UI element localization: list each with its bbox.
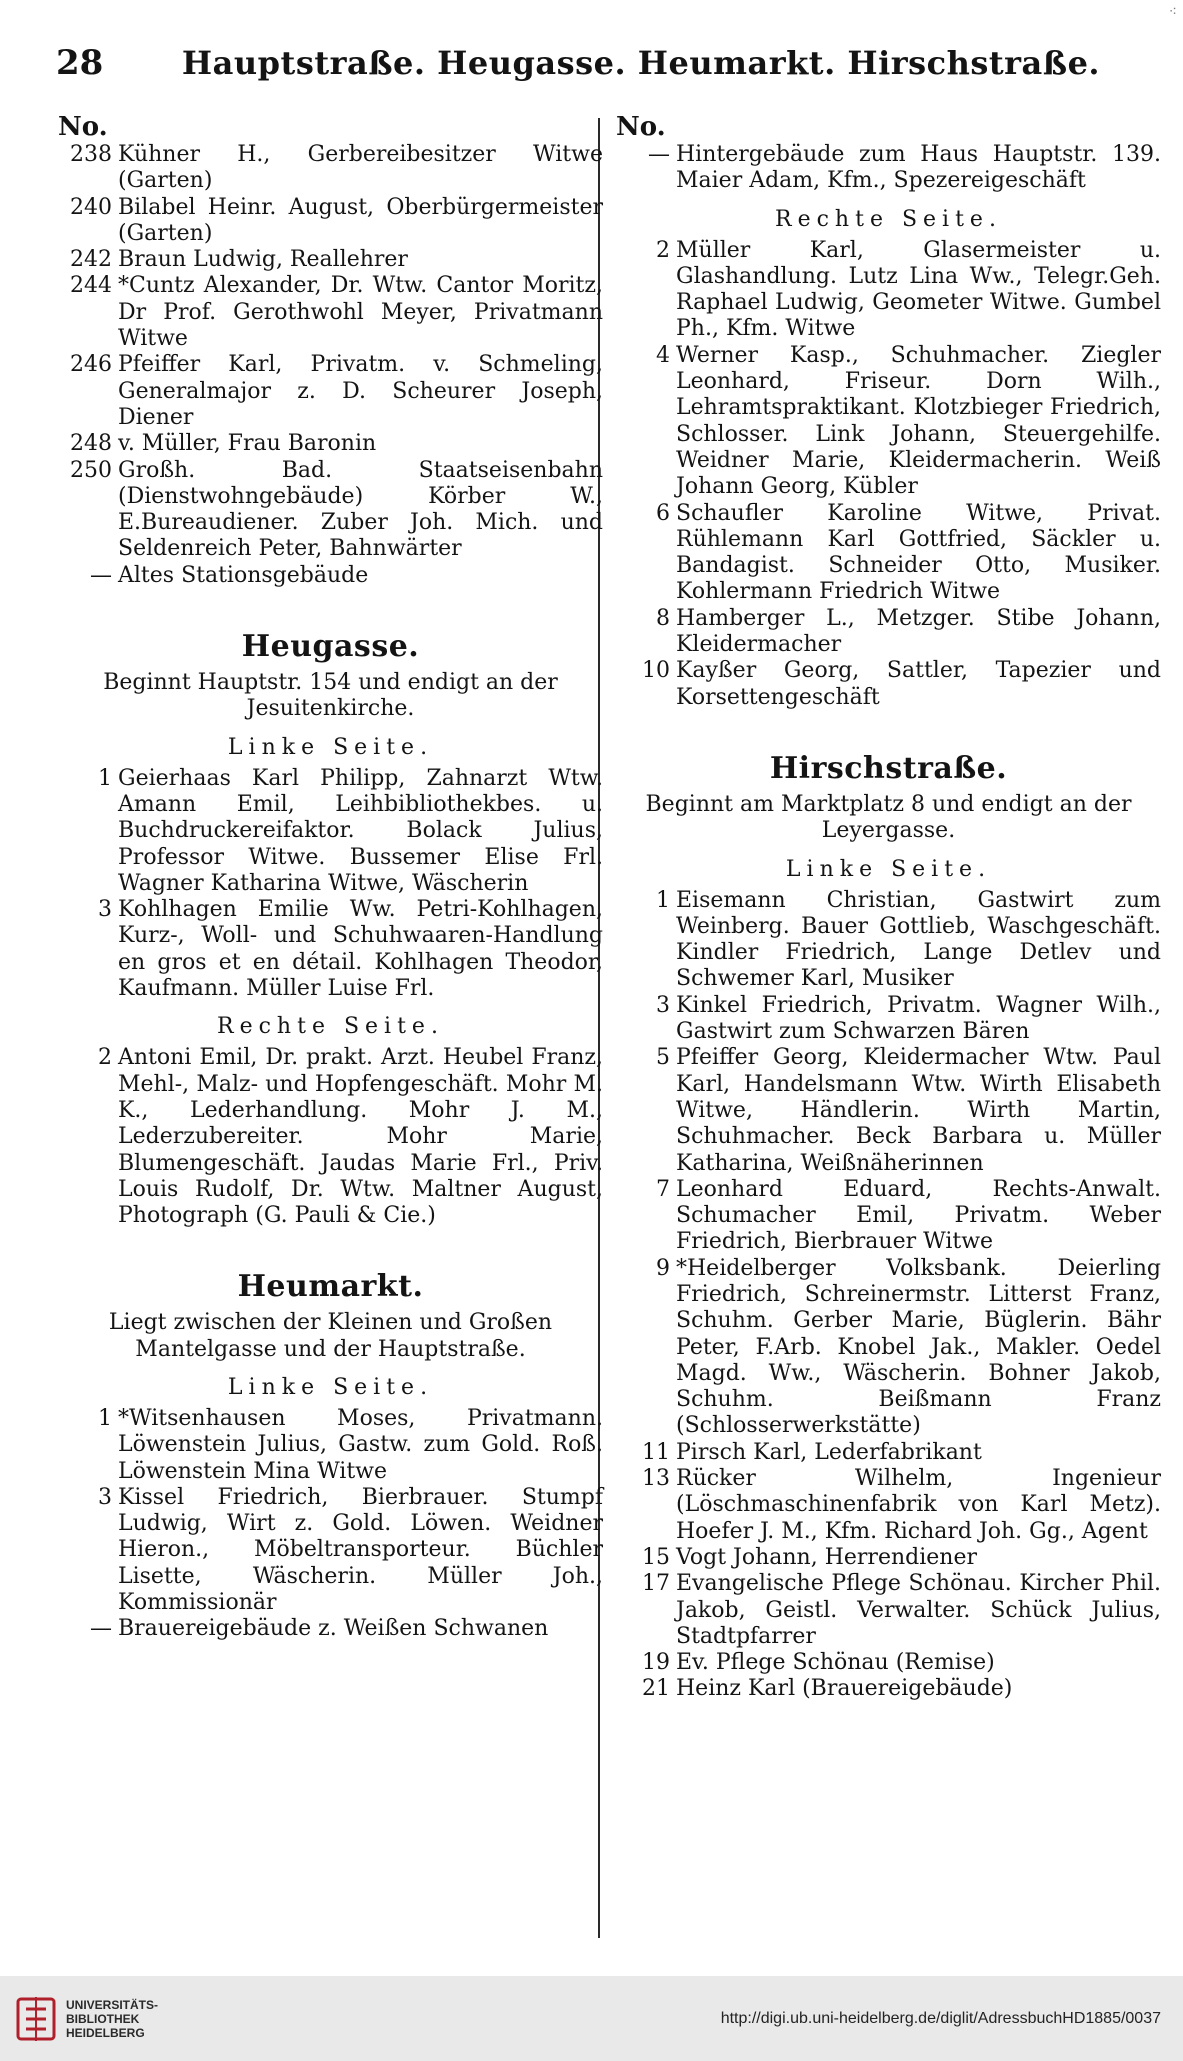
resident-text: Bilabel Heinr. August, Oberbürgermeister (Garten) [118,194,603,246]
directory-entry [616,993,1161,1046]
street-title-hirschstrasse: Hirschstraße. [769,750,1008,786]
directory-entry [616,1545,1161,1571]
house-number: 242 [70,247,112,273]
no-label: No. [616,112,666,142]
house-number: 244 [70,273,112,299]
resident-text: Pfeiffer Georg, Kleidermacher Wtw. Paul Karl, Handelsmann Wtw. Wirth Elisabeth Witwe, Händlerin. Wirth Martin, Schuhmacher. Beck Barbara u. Müller Katharina, Weißnäherinnen [676,1045,1161,1176]
directory-entry [616,1650,1161,1676]
resident-text: Geierhaas Karl Philipp, Zahnarzt Wtw. Amann Emil, Leihbibliothekbes. u. Buchdruckereifaktor. Bolack Julius, Professor Witwe. Bussemer Elise Frl. Wagner Katharina Witwe, Wäscherin [118,765,603,896]
house-number: 2 [656,237,670,263]
house-number: 240 [70,194,112,220]
logo-line: UNIVERSITÄTS- [66,1997,159,2012]
street-description: Liegt zwischen der Kleinen und Großen Mantelgasse und der Hauptstraße. [108,1310,553,1362]
resident-text: Vogt Johann, Herrendiener [676,1544,977,1570]
directory-entry [616,1256,1161,1440]
resident-text: Ev. Pflege Schönau (Remise) [676,1650,995,1676]
library-logo [16,1993,158,2045]
heumarkt-left-list [58,1406,603,1643]
directory-entry [616,1466,1161,1545]
house-number: 11 [642,1439,670,1465]
heugasse-left-list [58,766,603,1003]
logo-line: HEIDELBERG [66,2025,145,2040]
side-heading-right: Rechte Seite. [217,1014,444,1040]
heumarkt-right-list [616,238,1161,711]
resident-text: Evangelische Pflege Schönau. Kircher Phil. Jakob, Geistl. Verwalter. Schück Julius, Stadtpfarrer [676,1571,1161,1649]
resident-text: Brauereigebäude z. Weißen Schwanen [118,1616,549,1642]
directory-entry [616,1177,1161,1256]
house-number: 1 [656,887,670,913]
house-number: 3 [656,992,670,1018]
running-head: Hauptstraße. Heugasse. Heumarkt. Hirschstraße. [181,44,1101,82]
resident-text: v. Müller, Frau Baronin [118,431,377,457]
page-number: 28 [56,43,104,83]
left-column [58,112,603,1643]
house-number: — [90,562,112,588]
house-number: 17 [642,1571,670,1597]
house-number: 9 [656,1255,670,1281]
directory-entry [58,431,603,457]
house-number: — [90,1616,112,1642]
directory-entry [616,658,1161,711]
resident-text: Schaufler Karoline Witwe, Privat. Rühlemann Karl Gottfried, Säckler u. Bandagist. Schneider Otto, Musiker. Kohlermann Friedrich Witwe [676,500,1161,605]
street-description: Beginnt Hauptstr. 154 und endigt an der Jesuitenkirche. [103,670,558,722]
library-seal-icon [16,1993,56,2045]
house-number: — [648,142,670,167]
house-number: 5 [656,1045,670,1071]
house-number: 21 [642,1676,670,1702]
resident-text: *Cuntz Alexander, Dr. Wtw. Cantor Moritz, Dr Prof. Gerothwohl Meyer, Privatmann Witwe [118,273,603,352]
directory-entry [616,501,1161,606]
resident-text: Kühner H., Gerbereibesitzer Witwe (Garten) [118,142,603,194]
hirschstrasse-left-list [616,888,1161,1703]
house-number: 2 [98,1045,112,1071]
logo-text [66,1998,158,2040]
directory-entry [58,352,603,431]
resident-text: Hintergebäude zum Haus Hauptstr. 139. Maier Adam, Kfm., Spezereigeschäft [676,142,1161,194]
resident-text: Müller Karl, Glasermeister u. Glashandlung. Lutz Lina Ww., Telegr.Geh. Raphael Ludwig, Geometer Witwe. Gumbel Ph., Kfm. Witwe [676,237,1161,342]
heugasse-right-list [58,1045,603,1229]
directory-entry [58,897,603,1002]
directory-entry [616,606,1161,659]
resident-text: Pfeiffer Karl, Privatm. v. Schmeling, Generalmajor z. D. Scheurer Joseph, Diener [118,352,603,430]
street-description: Beginnt am Marktplatz 8 und endigt an der Leyergasse. [645,791,1132,844]
directory-entry [58,247,603,273]
resident-text: Braun Ludwig, Reallehrer [118,247,408,273]
directory-entry [58,563,603,589]
footer-bar [0,1976,1183,2061]
resident-text: Kissel Friedrich, Bierbrauer. Stumpf Ludwig, Wirt z. Gold. Löwen. Weidner Hieron., Möbeltransporteur. Büchler Lisette, Wäscherin. Müller Joh., Kommissionär [118,1484,603,1616]
no-label: No. [58,112,108,142]
house-number: 250 [70,457,112,483]
resident-text: Kinkel Friedrich, Privatm. Wagner Wilh., Gastwirt zum Schwarzen Bären [676,992,1161,1045]
logo-line: BIBLIOTHEK [66,2011,140,2026]
resident-text: Antoni Emil, Dr. prakt. Arzt. Heubel Franz, Mehl-, Malz- und Hopfengeschäft. Mohr M. K., Lederhandlung. Mohr J. M., Lederzubereiter. Mohr Marie, Blumengeschäft. Jaudas Marie Frl., Priv. Louis Rudolf, Dr. Wtw. Maltner August, Photograph (G. Pauli & Cie.) [118,1045,603,1229]
house-number: 8 [656,605,670,631]
side-heading-right: Rechte Seite. [775,206,1002,232]
resident-text: Leonhard Eduard, Rechts-Anwalt. Schumacher Emil, Privatm. Weber Friedrich, Bierbrauer Witwe [676,1176,1161,1255]
house-number: 1 [98,765,112,791]
directory-entry [58,142,603,195]
directory-entry [58,766,603,897]
street-title-heumarkt: Heumarkt. [237,1269,424,1305]
directory-entry [616,238,1161,343]
directory-entry [616,888,1161,993]
house-number: 7 [656,1176,670,1202]
house-number: 3 [98,1484,112,1510]
house-number: 3 [98,897,112,923]
hauptstrasse-list [58,142,603,589]
house-number: 246 [70,352,112,378]
source-url-link[interactable]: http://digi.ub.uni-heidelberg.de/diglit/AdressbuchHD1885/0037 [720,2009,1161,2027]
resident-text: *Heidelberger Volksbank. Deierling Friedrich, Schreinermstr. Litterst Franz, Schuhm. Gerber Marie, Büglerin. Bähr Peter, F.Arb. Knobel Jak., Makler. Oedel Magd. Ww., Wäscherin. Bohner Jakob, Schuhm. Beißmann Franz (Schlosserwerkstätte) [676,1255,1161,1439]
resident-text: Werner Kasp., Schuhmacher. Ziegler Leonhard, Friseur. Dorn Wilh., Lehramtspraktikant. Klotzbieger Friedrich, Schlosser. Link Johann, Steuergehilfe. Weidner Marie, Kleidermacherin. Weiß Johann Georg, Kübler [676,342,1161,500]
heumarkt-cont-list [616,142,1161,195]
resident-text: Kohlhagen Emilie Ww. Petri-Kohlhagen, Kurz-, Woll- und Schuhwaaren-Handlung en gros et en détail. Kohlhagen Theodor, Kaufmann. Müller Luise Frl. [118,897,603,1002]
directory-entry [58,195,603,248]
resident-text: Hamberger L., Metzger. Stibe Johann, Kleidermacher [676,605,1161,658]
corner-mark: ⁖ [1168,4,1177,20]
directory-entry [616,1045,1161,1176]
directory-entry [616,343,1161,501]
directory-entry [616,1571,1161,1650]
street-title-heugasse: Heugasse. [241,629,420,665]
house-number: 248 [70,431,112,457]
directory-entry [58,1485,603,1616]
directory-entry [616,142,1161,195]
side-heading-left: Linke Seite. [227,734,434,760]
house-number: 1 [98,1405,112,1431]
directory-entry [616,1440,1161,1466]
house-number: 19 [642,1650,670,1676]
directory-entry [58,273,603,352]
resident-text: Heinz Karl (Brauereigebäude) [676,1676,1013,1702]
resident-text: *Witsenhausen Moses, Privatmann. Löwenstein Julius, Gastw. zum Gold. Roß. Löwenstein Mina Witwe [118,1405,603,1484]
directory-entry [58,1045,603,1229]
resident-text: Eisemann Christian, Gastwirt zum Weinberg. Bauer Gottlieb, Waschgeschäft. Kindler Friedrich, Lange Detlev und Schwemer Karl, Musiker [676,887,1161,992]
house-number: 15 [642,1544,670,1570]
resident-text: Altes Stationsgebäude [118,562,369,588]
house-number: 13 [642,1466,670,1492]
side-heading-left: Linke Seite. [227,1374,434,1400]
house-number: 4 [656,342,670,368]
resident-text: Kayßer Georg, Sattler, Tapezier und Korsettengeschäft [676,658,1161,710]
resident-text: Großh. Bad. Staatseisenbahn (Dienstwohngebäude) Körber W., E.Bureaudiener. Zuber Joh. Mich. und Seldenreich Peter, Bahnwärter [118,457,603,562]
resident-text: Pirsch Karl, Lederfabrikant [676,1439,982,1465]
right-column [616,112,1161,1703]
resident-text: Rücker Wilhelm, Ingenieur (Löschmaschinenfabrik von Karl Metz). Hoefer J. M., Kfm. Richard Joh. Gg., Agent [676,1466,1161,1544]
house-number: 238 [70,142,112,167]
directory-entry [58,1406,603,1485]
page-header [56,36,1136,90]
house-number: 10 [642,658,670,684]
directory-entry [58,1616,603,1642]
directory-entry [616,1676,1161,1702]
house-number: 6 [656,500,670,526]
directory-entry [58,458,603,563]
side-heading-left: Linke Seite. [785,856,992,882]
